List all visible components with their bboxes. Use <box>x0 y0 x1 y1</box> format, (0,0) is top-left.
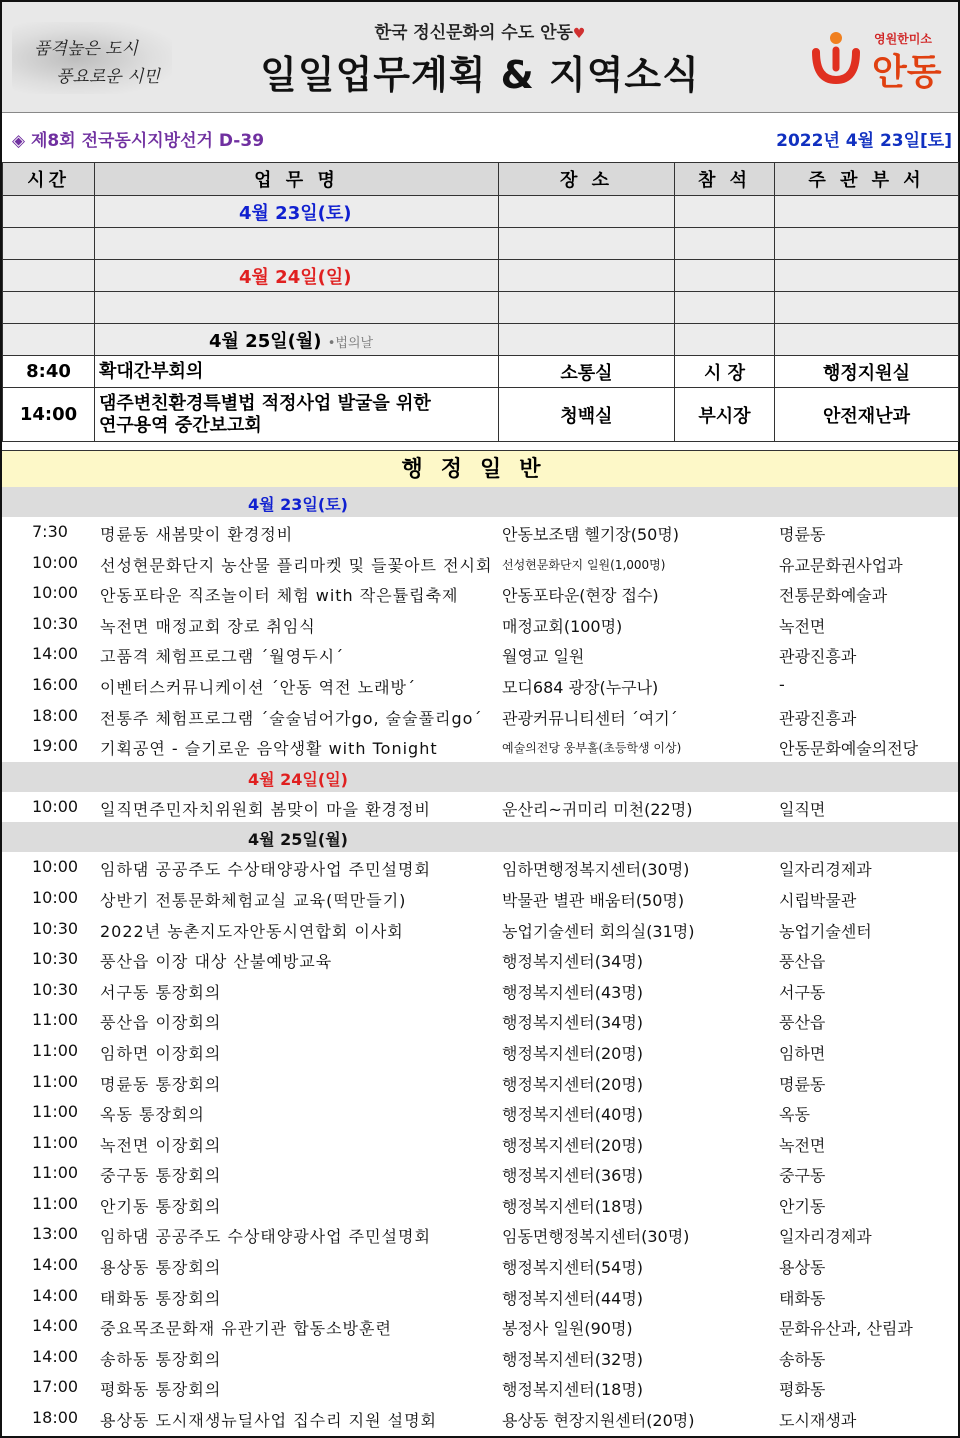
item-time: 10:30 <box>32 918 79 938</box>
item-place: 행정복지센터(34명) <box>502 1013 644 1033</box>
row-attend: 부시장 <box>675 388 775 442</box>
list-item <box>2 1372 958 1403</box>
item-task: 중요목조문화재 유관기관 합동소방훈련 <box>100 1319 392 1339</box>
item-task: 일직면주민자치위원회 봄맞이 마을 환경정비 <box>100 799 431 819</box>
row-task-line1: 댐주변친환경특별법 적정사업 발굴을 위한 <box>99 392 431 414</box>
list-item <box>2 1250 958 1281</box>
item-time: 11:00 <box>32 1132 79 1152</box>
item-task: 옥동 통장회의 <box>100 1105 205 1125</box>
item-time: 7:30 <box>32 522 68 541</box>
item-dept: 옥동 <box>779 1105 810 1125</box>
day1-heading: 4월 23일(토) <box>95 196 499 228</box>
item-time: 13:00 <box>32 1224 79 1244</box>
item-dept: 일직면 <box>779 799 826 819</box>
item-task: 녹전면 이장회의 <box>100 1135 222 1155</box>
item-place: 박물관 별관 배움터(50명) <box>502 890 685 910</box>
dday-bar <box>2 116 958 160</box>
item-place: 행정복지센터(43명) <box>502 982 644 1002</box>
item-task: 전통주 체험프로그램 ´술술넘어가go, 술술풀리go´ <box>100 708 483 728</box>
item-task: 중구동 통장회의 <box>100 1166 222 1186</box>
item-time: 14:00 <box>32 1316 79 1336</box>
election-countdown: ◈ 제8회 전국동시지방선거 D-39 <box>12 131 265 151</box>
item-time: 10:30 <box>32 613 79 633</box>
andong-logo-mark-icon <box>808 28 864 86</box>
item-time: 16:00 <box>32 674 79 694</box>
list-item <box>2 792 958 823</box>
list-item <box>2 1403 958 1434</box>
day3-label: 4월 25일(월) <box>209 330 322 352</box>
item-place: 행정복지센터(34명) <box>502 952 644 972</box>
row-time: 8:40 <box>3 356 95 388</box>
list-item <box>2 1036 958 1067</box>
item-dept: 도시재생과 <box>779 1411 857 1431</box>
day2-heading: 4월 24일(일) <box>95 260 499 292</box>
item-task: 평화동 통장회의 <box>100 1380 222 1400</box>
table-row <box>3 292 959 324</box>
row-attend: 시 장 <box>675 356 775 388</box>
day-heading <box>2 822 958 852</box>
item-dept: 안동문화예술의전당 <box>779 739 919 759</box>
item-task: 안기동 통장회의 <box>100 1196 222 1216</box>
item-place: 행정복지센터(40명) <box>502 1105 644 1125</box>
day-heading-label: 4월 24일(일) <box>248 769 348 789</box>
item-task: 이벤터스커뮤니케이션 ´안동 역전 노래방´ <box>100 677 417 697</box>
item-time: 11:00 <box>32 1071 79 1091</box>
item-place: 행정복지센터(20명) <box>502 1043 644 1063</box>
item-dept: 풍산읍 <box>779 952 826 972</box>
day-heading <box>2 487 958 517</box>
slogan-line1: 품격높은 도시 <box>34 39 138 59</box>
item-dept: 유교문화권사업과 <box>779 555 903 575</box>
item-place: 농업기술센터 회의실(31명) <box>502 921 695 941</box>
item-place: 운산리~귀미리 미천(22명) <box>502 799 693 819</box>
logo-name: 안동 <box>872 52 942 93</box>
header <box>2 2 958 113</box>
item-dept: - <box>779 674 785 694</box>
table-row <box>3 260 959 292</box>
item-place: 행정복지센터(18명) <box>502 1196 644 1216</box>
item-time: 14:00 <box>32 1285 79 1305</box>
general-schedule-list <box>2 487 958 1434</box>
item-place: 봉정사 일원(90명) <box>502 1319 633 1339</box>
item-task: 기획공연 - 슬기로운 음악생활 with Tonight <box>100 739 438 759</box>
item-time: 10:00 <box>32 887 79 907</box>
day-heading <box>2 762 958 792</box>
item-time: 10:30 <box>32 979 79 999</box>
item-place: 임하면행정복지센터(30명) <box>502 860 690 880</box>
holiday-note: •법의날 <box>327 335 374 351</box>
table-row <box>3 228 959 260</box>
list-item <box>2 852 958 883</box>
table-row <box>3 324 959 356</box>
item-dept: 평화동 <box>779 1380 826 1400</box>
item-time: 10:00 <box>32 796 79 816</box>
item-time: 11:00 <box>32 1010 79 1030</box>
item-dept: 서구동 <box>779 982 826 1002</box>
item-task: 풍산읍 이장회의 <box>100 1013 222 1033</box>
list-item <box>2 1097 958 1128</box>
item-place: 행정복지센터(20명) <box>502 1135 644 1155</box>
list-item <box>2 914 958 945</box>
list-item <box>2 670 958 701</box>
item-task: 임하댐 공공주도 수상태양광사업 주민설명회 <box>100 860 431 880</box>
page-title: 일일업무계획 & 지역소식 <box>260 53 700 97</box>
item-dept: 중구동 <box>779 1166 826 1186</box>
row-time: 14:00 <box>3 388 95 442</box>
item-dept: 용상동 <box>779 1258 826 1278</box>
logo-tag: 영원한미소 <box>874 32 932 46</box>
item-time: 17:00 <box>32 1377 79 1397</box>
item-dept: 녹전면 <box>779 616 826 636</box>
list-item <box>2 1281 958 1312</box>
list-item <box>2 1067 958 1098</box>
item-task: 명륜동 통장회의 <box>100 1074 222 1094</box>
table-row <box>3 196 959 228</box>
list-item <box>2 1158 958 1189</box>
item-time: 10:30 <box>32 949 79 969</box>
col-place: 장 소 <box>499 163 675 196</box>
item-place: 매정교회(100명) <box>502 616 623 636</box>
item-dept: 안기동 <box>779 1196 826 1216</box>
list-item <box>2 548 958 579</box>
document-date: 2022년 4월 23일[토] <box>776 131 952 151</box>
list-item <box>2 578 958 609</box>
item-time: 19:00 <box>32 736 79 756</box>
item-task: 녹전면 매정교회 장로 취임식 <box>100 616 316 636</box>
item-dept: 명륜동 <box>779 1074 826 1094</box>
table-header <box>3 163 959 196</box>
list-item <box>2 639 958 670</box>
section-banner: 행정일반 <box>2 450 958 489</box>
list-item <box>2 731 958 762</box>
list-item <box>2 1189 958 1220</box>
item-place: 행정복지센터(54명) <box>502 1258 644 1278</box>
row-dept: 안전재난과 <box>775 388 959 442</box>
day-heading-label: 4월 23일(토) <box>248 495 348 514</box>
list-item <box>2 944 958 975</box>
item-dept: 녹전면 <box>779 1135 826 1155</box>
day3-heading <box>95 324 499 356</box>
item-task: 임하면 이장회의 <box>100 1043 222 1063</box>
item-time: 10:00 <box>32 583 79 603</box>
item-place: 안동보조탬 헬기장(50명) <box>502 525 680 544</box>
row-place: 소통실 <box>499 356 675 388</box>
item-time: 10:00 <box>32 857 79 877</box>
list-item <box>2 1311 958 1342</box>
row-dept: 행정지원실 <box>775 356 959 388</box>
main-schedule-table <box>2 162 959 442</box>
item-place: 안동포타운(현장 접수) <box>502 586 659 606</box>
item-dept: 태화동 <box>779 1288 826 1308</box>
item-task: 용상동 통장회의 <box>100 1258 222 1278</box>
item-task: 용상동 도시재생뉴딜사업 집수리 지원 설명회 <box>100 1411 438 1431</box>
col-task: 업 무 명 <box>95 163 499 196</box>
list-item <box>2 1342 958 1373</box>
list-item <box>2 701 958 732</box>
item-time: 14:00 <box>32 1255 79 1275</box>
item-task: 고품격 체험프로그램 ´월영두시´ <box>100 647 345 667</box>
table-row <box>3 388 959 442</box>
col-dept: 주 관 부 서 <box>775 163 959 196</box>
item-task: 상반기 전통문화체험교실 교육(떡만들기) <box>100 890 407 910</box>
item-dept: 명륜동 <box>779 525 826 544</box>
item-dept: 전통문화예술과 <box>779 586 888 606</box>
item-time: 11:00 <box>32 1040 79 1060</box>
heart-icon: ♥ <box>572 26 586 42</box>
list-item <box>2 1128 958 1159</box>
item-time: 10:00 <box>32 552 79 572</box>
item-dept: 관광진흥과 <box>779 708 857 728</box>
item-place: 관광커뮤니티센터 ´여기´ <box>502 708 678 728</box>
item-time: 18:00 <box>32 705 79 725</box>
item-time: 11:00 <box>32 1193 79 1213</box>
item-place: 용상동 현장지원센터(20명) <box>502 1411 695 1431</box>
item-time: 14:00 <box>32 1346 79 1366</box>
item-dept: 시립박물관 <box>779 890 857 910</box>
day-heading-label: 4월 25일(월) <box>248 830 348 850</box>
item-place: 행정복지센터(20명) <box>502 1074 644 1094</box>
list-item <box>2 1219 958 1250</box>
list-item <box>2 609 958 640</box>
list-item <box>2 517 958 548</box>
item-task: 명륜동 새봄맞이 환경정비 <box>100 525 294 544</box>
item-dept: 풍산읍 <box>779 1013 826 1033</box>
item-place: 선성현문화단지 일원(1,000명) <box>502 557 666 572</box>
item-time: 11:00 <box>32 1163 79 1183</box>
item-task: 임하댐 공공주도 수상태양광사업 주민설명회 <box>100 1227 431 1247</box>
item-dept: 농업기술센터 <box>779 921 872 941</box>
item-task: 태화동 통장회의 <box>100 1288 222 1308</box>
item-task: 송하동 통장회의 <box>100 1349 222 1369</box>
item-place: 예술의전당 웅부홀(초등학생 이상) <box>502 741 682 756</box>
item-place: 임동면행정복지센터(30명) <box>502 1227 690 1247</box>
col-time: 시간 <box>3 163 95 196</box>
item-place: 행정복지센터(18명) <box>502 1380 644 1400</box>
item-task: 서구동 통장회의 <box>100 982 222 1002</box>
row-task <box>95 388 499 442</box>
item-place: 월영교 일원 <box>502 647 585 667</box>
row-task-line2: 연구용역 중간보고회 <box>99 414 262 436</box>
item-dept: 일자리경제과 <box>779 860 872 880</box>
item-place: 모디684 광장(누구나) <box>502 677 659 697</box>
item-place: 행정복지센터(36명) <box>502 1166 644 1186</box>
list-item <box>2 1005 958 1036</box>
item-time: 18:00 <box>32 1408 79 1428</box>
subtitle-text: 한국 정신문화의 수도 안동 <box>374 23 573 43</box>
list-item <box>2 883 958 914</box>
item-dept: 관광진흥과 <box>779 647 857 667</box>
col-attend: 참 석 <box>675 163 775 196</box>
table-row <box>3 356 959 388</box>
item-task: 선성현문화단지 농산물 플리마켓 및 들꽃아트 전시회 <box>100 555 493 575</box>
item-place: 행정복지센터(44명) <box>502 1288 644 1308</box>
item-place: 행정복지센터(32명) <box>502 1349 644 1369</box>
item-dept: 송하동 <box>779 1349 826 1369</box>
slogan-line2: 풍요로운 시민 <box>56 67 160 87</box>
row-place: 청백실 <box>499 388 675 442</box>
andong-logo <box>808 26 948 93</box>
row-task: 확대간부회의 <box>95 356 499 388</box>
item-dept: 일자리경제과 <box>779 1227 872 1247</box>
item-dept: 문화유산과, 산림과 <box>779 1319 913 1339</box>
item-time: 11:00 <box>32 1102 79 1122</box>
item-dept: 임하면 <box>779 1043 826 1063</box>
item-task: 안동포타운 직조놀이터 체험 with 작은튤립축제 <box>100 586 459 606</box>
item-task: 2022년 농촌지도자안동시연합회 이사회 <box>100 921 404 941</box>
item-task: 풍산읍 이장 대상 산불예방교육 <box>100 952 333 972</box>
item-time: 14:00 <box>32 644 79 664</box>
list-item <box>2 975 958 1006</box>
